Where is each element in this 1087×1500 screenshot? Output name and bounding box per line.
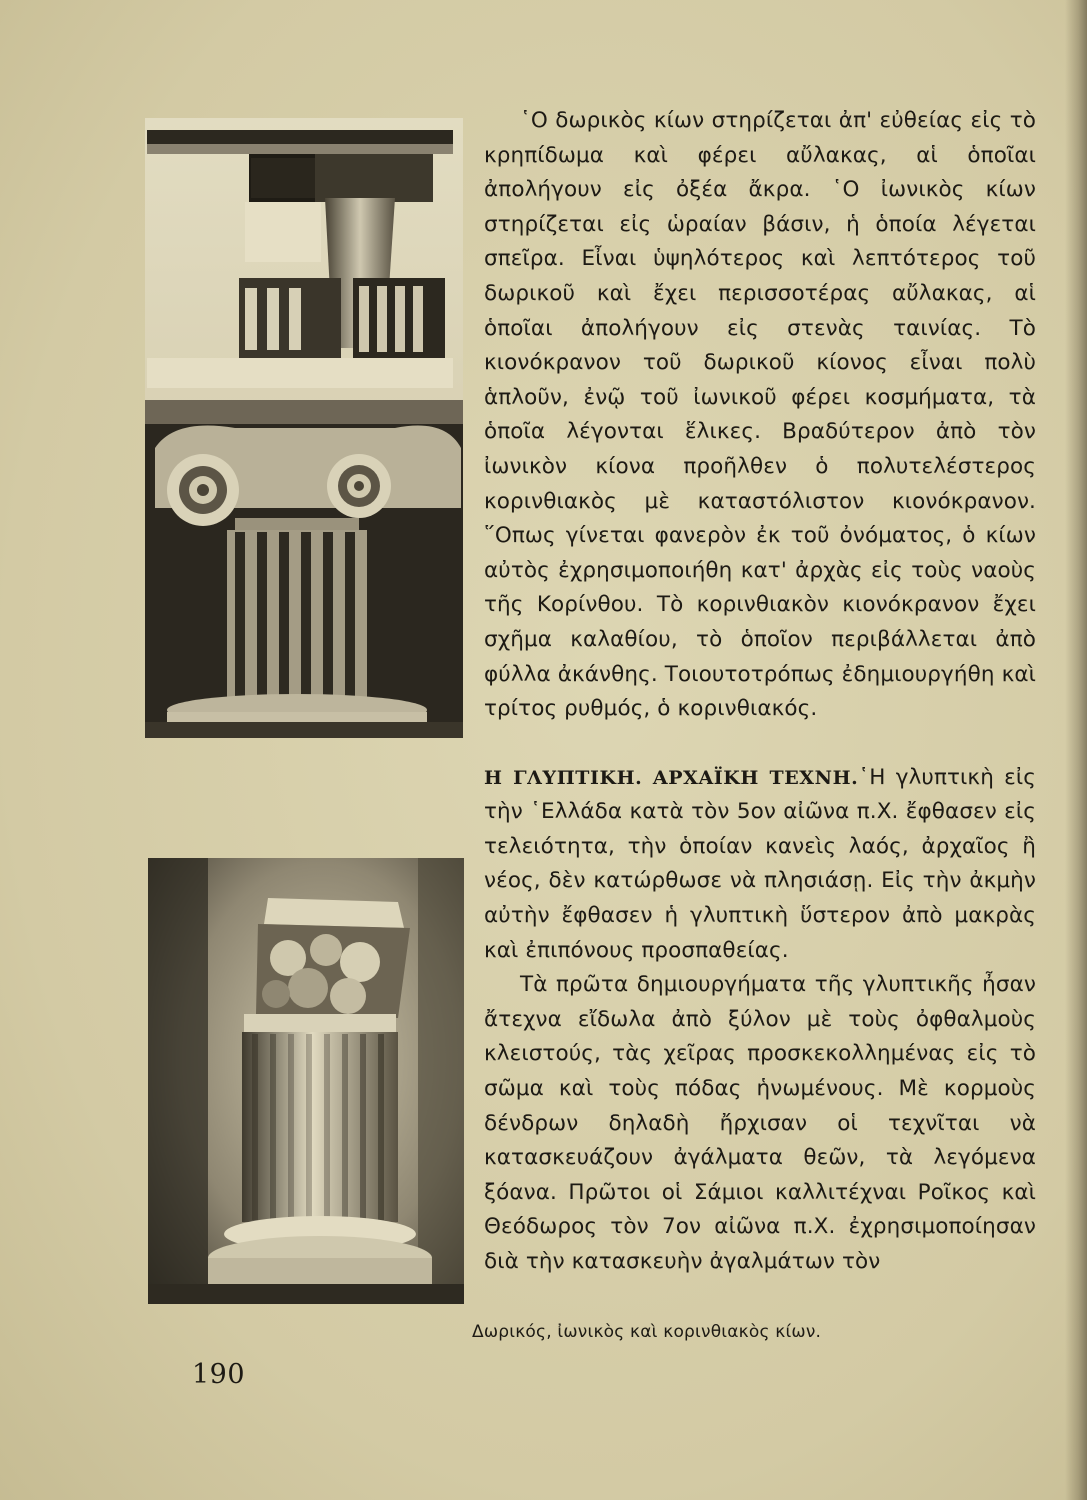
paragraph-columns: ῾Ο δωρικὸς κίων στηρίζεται ἀπ' εὐθείας εἰς τὸ κρηπίδωμα καὶ φέρει αὔλακας, αἱ ὁποῖαι ἀπολήγουν εἰς ὀξέα ἄκρα. ῾Ο ἰωνικὸς κίων στηρίζεται εἰς ὡραίαν βάσιν, ἡ ὁποία λέγεται σπεῖρα. Εἶναι ὑψηλότερος καὶ λεπτότερος τοῦ δωρικοῦ καὶ ἔχει περισσοτέρας αὔλακας, αἱ ὁποῖαι ἀπολήγουν εἰς στενὰς ταινίας. Τὸ κιονόκρανον τοῦ δωρικοῦ κίονος εἶναι πολὺ ἁπλοῦν, ἐνῷ τοῦ ἰωνικοῦ φέρει κοσμήματα, τὰ ὁποῖα λέγονται ἕλικες. Βραδύτερον ἀπὸ τὸν ἰωνικὸν κίονα προῆλθεν ὁ πολυτελέστερος κορινθιακὸς μὲ καταστόλιστον κιονόκρανον. ῞Οπως γίνεται φανερὸν ἐκ τοῦ ὀνόματος, ὁ κίων αὐτὸς ἐχρησιμοποιήθη κατ' ἀρχὰς εἰς τοὺς ναοὺς τῆς Κορίνθου. Τὸ κορινθιακὸν κιονόκρανον ἔχει σχῆμα καλαθίου, τὸ ὁποῖον περιβάλλεται ἀπὸ φύλλα ἀκάνθης. Τοιουτοτρόπως ἐδημιουργήθη καὶ τρίτος ρυθμός, ὁ κορινθιακός. <box>484 108 1036 722</box>
corinthian-column-photo <box>148 858 464 1304</box>
paragraph-sculpture-intro <box>484 761 1036 969</box>
paragraph-xoana: Τὰ πρῶτα δημιουργήματα τῆς γλυπτικῆς ἦσαν ἄτεχνα εἴδωλα ἀπὸ ξύλον μὲ τοὺς ὀφθαλμοὺς κλειστούς, τὰς χεῖρας προσκεκολλημένας εἰς τὸ σῶμα καὶ τοὺς πόδας ἡνωμένους. Μὲ κορμοὺς δένδρων δηλαδὴ ἤρχισαν οἱ τεχνῖται νὰ κατασκευάζουν ἀγάλματα θεῶν, τὰ λεγόμενα ξόανα. Πρῶτοι οἱ Σάμιοι καλλιτέχναι Ροῖκος καὶ Θεόδωρος τὸν 7ον αἰῶνα π.Χ. ἐχρησιμοποίησαν διὰ τὴν κατασκευὴν ἀγαλμάτων τὸν <box>484 972 1036 1274</box>
doric-ionic-columns-photo <box>145 118 463 738</box>
paragraph-sculpture-intro-text: ῾Η γλυπτικὴ εἰς τὴν ῾Ελλάδα κατὰ τὸν 5ον αἰῶνα π.Χ. ἔφθασεν εἰς τελειότητα, τὴν ὁποίαν κανεὶς λαός, ἀρχαῖος ἢ νέος, δὲν κατώρθωσε νὰ πλησιάσῃ. Εἰς τὴν ἀκμὴν αὐτὴν ἔφθασεν ἡ γλυπτικὴ ὕστερον ἀπὸ μακρὰς καὶ ἐπιπόνους προσπαθείας. <box>484 764 1036 963</box>
page-number: 190 <box>192 1359 246 1390</box>
main-text-column <box>484 104 1036 1280</box>
section-heading: Η ΓΛΥΠΤΙΚΗ. ΑΡΧΑΪΚΗ ΤΕΧΝΗ. <box>484 766 859 789</box>
page-gutter-shadow <box>1065 0 1087 1500</box>
figure-caption: Δωρικός, ἰωνικὸς καὶ κορινθιακὸς κίων. <box>472 1322 822 1342</box>
